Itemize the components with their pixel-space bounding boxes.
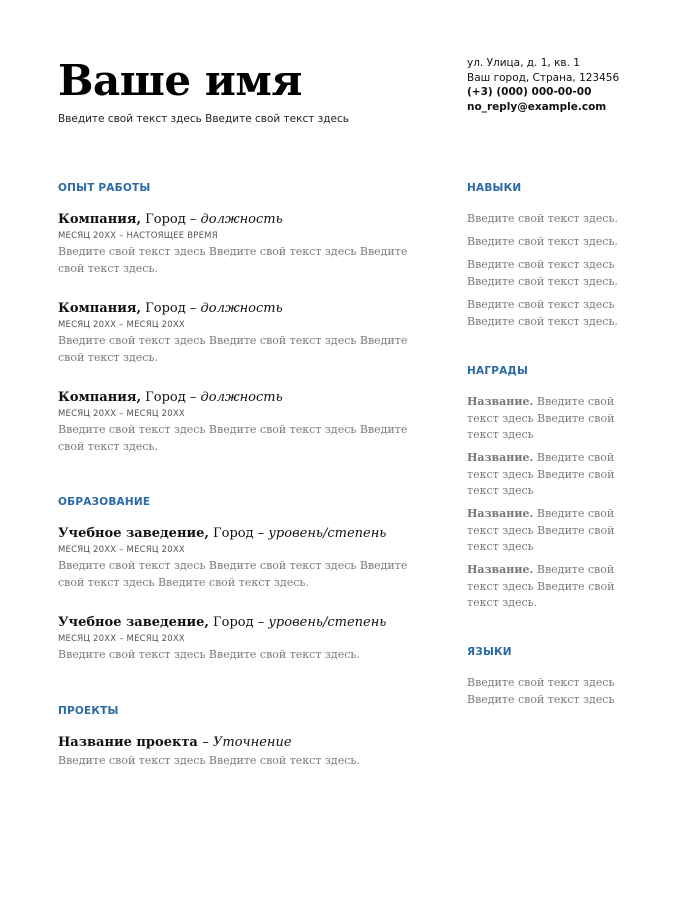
city: Город –	[141, 390, 201, 405]
resume-name: Ваше имя	[58, 56, 302, 105]
award-text: Введите свой текст здесь Введите свой текст здесь.	[467, 563, 615, 609]
award-text: Введите свой текст здесь Введите свой текст здесь	[467, 507, 615, 553]
education-entry	[58, 615, 408, 664]
languages-text: Введите свой текст здесь Введите свой текст здесь	[467, 676, 615, 706]
entry-dates: МЕСЯЦ 20ХХ – НАСТОЯЩЕЕ ВРЕМЯ	[58, 231, 218, 241]
entry-heading	[58, 526, 408, 541]
entry-text: Введите свой текст здесь Введите свой текст здесь Введите свой текст здесь.	[58, 245, 408, 275]
experience-entry	[58, 390, 408, 455]
award-item	[467, 450, 627, 500]
award-label: Название.	[467, 395, 534, 408]
city: Город –	[208, 615, 269, 630]
project-entry	[58, 735, 408, 770]
section-title-skills: НАВЫКИ	[467, 182, 522, 194]
entry-heading	[58, 301, 408, 316]
entry-heading	[58, 212, 408, 227]
entry-text: Введите свой текст здесь Введите свой текст здесь.	[58, 754, 360, 767]
city: Город –	[141, 212, 201, 227]
entry-text: Введите свой текст здесь Введите свой текст здесь.	[58, 648, 360, 661]
city: Город –	[141, 301, 201, 316]
address-line-1: ул. Улица, д. 1, кв. 1	[467, 57, 580, 69]
skill-item: Введите свой текст здесь.	[467, 212, 618, 225]
degree: уровень/степень	[268, 615, 387, 630]
award-item	[467, 506, 627, 556]
experience-entry	[58, 212, 408, 277]
award-text: Введите свой текст здесь Введите свой текст здесь	[467, 395, 615, 441]
award-text: Введите свой текст здесь Введите свой текст здесь	[467, 451, 615, 497]
entry-heading	[58, 390, 408, 405]
entry-text: Введите свой текст здесь Введите свой текст здесь Введите свой текст здесь.	[58, 334, 408, 364]
role: должность	[200, 212, 283, 227]
company: Компания,	[58, 212, 142, 227]
award-label: Название.	[467, 507, 534, 520]
phone: (+3) (000) 000-00-00	[467, 86, 592, 98]
section-title-projects: ПРОЕКТЫ	[58, 705, 119, 717]
award-label: Название.	[467, 563, 534, 576]
entry-dates: МЕСЯЦ 20ХХ – МЕСЯЦ 20ХХ	[58, 634, 185, 644]
skill-item: Введите свой текст здесь Введите свой текст здесь.	[467, 258, 618, 288]
role: должность	[200, 390, 283, 405]
degree: уровень/степень	[268, 526, 387, 541]
section-title-experience: ОПЫТ РАБОТЫ	[58, 182, 151, 194]
entry-dates: МЕСЯЦ 20ХХ – МЕСЯЦ 20ХХ	[58, 320, 185, 330]
education-entry	[58, 526, 408, 591]
award-item	[467, 394, 627, 444]
entry-text: Введите свой текст здесь Введите свой текст здесь Введите свой текст здесь.	[58, 423, 408, 453]
entry-text: Введите свой текст здесь Введите свой текст здесь Введите свой текст здесь Введите свой текст здесь.	[58, 559, 408, 589]
project-name: Название проекта	[58, 735, 203, 750]
award-item	[467, 562, 627, 612]
award-label: Название.	[467, 451, 534, 464]
entry-dates: МЕСЯЦ 20ХХ – МЕСЯЦ 20ХХ	[58, 409, 185, 419]
company: Компания,	[58, 301, 142, 316]
experience-entry	[58, 301, 408, 366]
email: no_reply@example.com	[467, 100, 607, 113]
skill-item: Введите свой текст здесь.	[467, 235, 618, 248]
company: Компания,	[58, 390, 142, 405]
dash: –	[202, 735, 213, 750]
entry-heading	[58, 735, 408, 750]
skill-item: Введите свой текст здесь Введите свой текст здесь.	[467, 298, 618, 328]
city: Город –	[208, 526, 269, 541]
entry-dates: МЕСЯЦ 20ХХ – МЕСЯЦ 20ХХ	[58, 545, 185, 555]
entry-heading	[58, 615, 408, 630]
role: должность	[200, 301, 283, 316]
address-line-2: Ваш город, Страна, 123456	[467, 71, 620, 84]
contact-block	[467, 56, 619, 114]
section-title-languages: ЯЗЫКИ	[467, 646, 512, 658]
section-title-education: ОБРАЗОВАНИЕ	[58, 496, 151, 508]
section-title-awards: НАГРАДЫ	[467, 365, 529, 377]
school: Учебное заведение,	[58, 526, 209, 541]
school: Учебное заведение,	[58, 615, 209, 630]
resume-tagline: Введите свой текст здесь Введите свой текст здесь	[58, 113, 349, 125]
project-detail: Уточнение	[213, 735, 292, 750]
